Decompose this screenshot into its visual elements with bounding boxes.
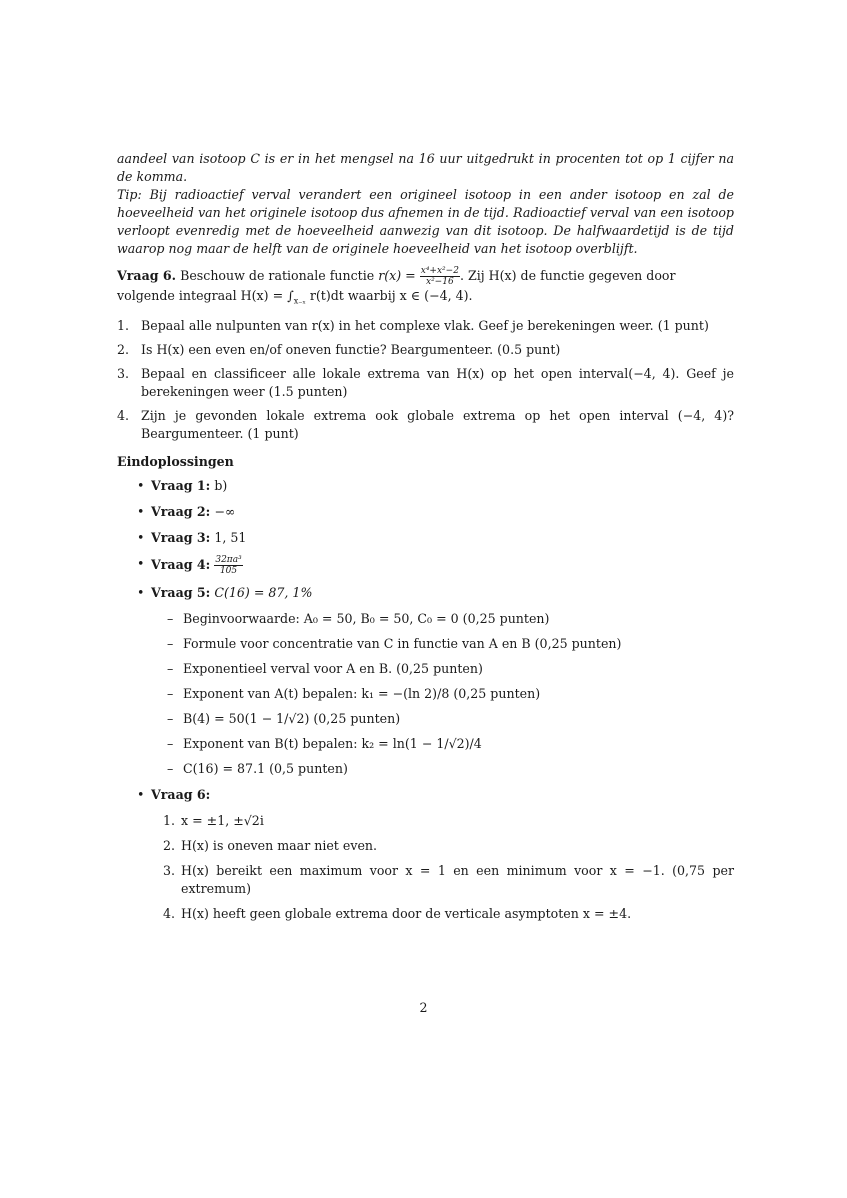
list-item bbox=[151, 685, 734, 703]
solution-label: Vraag 2: bbox=[151, 503, 211, 519]
bullet-icon: • bbox=[137, 477, 145, 493]
list-item bbox=[151, 635, 734, 653]
bullet-icon: • bbox=[137, 584, 145, 600]
fraction-numerator: x⁴+x²−2 bbox=[420, 266, 459, 276]
item-text: Is H(x) een even en/of oneven functie? Beargumenteer. (0.5 punt) bbox=[141, 341, 561, 357]
solution-2 bbox=[117, 503, 734, 521]
solutions-list bbox=[117, 477, 734, 923]
bullet-icon: • bbox=[137, 503, 145, 519]
bullet-icon: • bbox=[137, 786, 145, 802]
page-number: 2 bbox=[419, 1000, 428, 1015]
solution-5-steps bbox=[151, 610, 734, 778]
dash-icon: – bbox=[167, 710, 174, 726]
page-content bbox=[117, 150, 734, 931]
question-6-text-a: Beschouw de rationale functie bbox=[180, 268, 375, 283]
solution-label: Vraag 6: bbox=[151, 786, 211, 802]
item-number: 2. bbox=[163, 837, 176, 853]
step-text: Formule voor concentratie van C in functie van A en B (0,25 punten) bbox=[183, 635, 622, 651]
list-item bbox=[151, 812, 734, 830]
solution-value: C(16) = 87, 1% bbox=[214, 584, 313, 600]
item-number: 1. bbox=[163, 812, 176, 828]
solution-value: −∞ bbox=[214, 503, 236, 519]
intro-line: aandeel van isotoop C is er in het mengsel na 16 uur uitgedrukt in procenten tot op 1 cijfer na de komma. bbox=[117, 151, 734, 184]
item-text: Bepaal alle nulpunten van r(x) in het complexe vlak. Geef je berekeningen weer. (1 punt) bbox=[141, 317, 709, 333]
solution-1 bbox=[117, 477, 734, 495]
list-item bbox=[151, 760, 734, 778]
item-number: 4. bbox=[163, 905, 176, 921]
bullet-icon: • bbox=[137, 529, 145, 545]
item-text: Bepaal en classificeer alle lokale extrema van H(x) op het open interval(−4, 4). Geef je berekeningen weer (1.5 punten) bbox=[141, 365, 734, 399]
item-text: x = ±1, ±√2i bbox=[181, 812, 264, 828]
list-item bbox=[117, 317, 734, 335]
solution-label: Vraag 5: bbox=[151, 584, 211, 600]
solution-5 bbox=[117, 584, 734, 778]
solution-fraction bbox=[214, 555, 242, 576]
solution-label: Vraag 1: bbox=[151, 477, 211, 493]
list-item bbox=[117, 365, 734, 401]
integral-limits: x₋ₓ bbox=[293, 296, 306, 306]
solution-label: Vraag 3: bbox=[151, 529, 211, 545]
section-heading: Eindoplossingen bbox=[117, 453, 234, 469]
step-text: Exponentieel verval voor A en B. (0,25 punten) bbox=[183, 660, 483, 676]
solution-3 bbox=[117, 529, 734, 547]
question-6-text-c: r(t)dt waarbij x ∈ (−4, 4). bbox=[309, 288, 473, 303]
question-6-text-b: . Zij H(x) de functie gegeven door volgende integraal H(x) = ∫ bbox=[117, 268, 676, 303]
item-number: 3. bbox=[163, 862, 176, 878]
item-number: 3. bbox=[117, 365, 130, 381]
step-text: Exponent van B(t) bepalen: k₂ = ln(1 − 1/√2)/4 bbox=[183, 735, 482, 751]
dash-icon: – bbox=[167, 660, 174, 676]
list-item bbox=[151, 710, 734, 728]
dash-icon: – bbox=[167, 735, 174, 751]
fraction-denominator: x²−16 bbox=[426, 277, 454, 287]
function-fraction bbox=[420, 266, 460, 287]
question-6-list bbox=[117, 317, 734, 443]
intro-tip: Tip: Bij radioactief verval verandert een origineel isotoop in een ander isotoop en zal de hoeveelheid van het originele isotoop dus afnemen in de tijd. Radioactief verval van een isotoop verloopt evenredig met de hoeveelheid aanwezig van dit isotoop. De halfwaardetijd is de tijd waarop nog maar de helft van de originele hoeveelheid van het isotoop overblijft. bbox=[117, 187, 734, 256]
intro-paragraph bbox=[117, 150, 734, 258]
list-item bbox=[151, 735, 734, 753]
step-text: Beginvoorwaarde: A₀ = 50, B₀ = 50, C₀ = 0 (0,25 punten) bbox=[183, 610, 550, 626]
list-item bbox=[117, 407, 734, 443]
list-item bbox=[151, 660, 734, 678]
item-text: Zijn je gevonden lokale extrema ook globale extrema op het open interval (−4, 4)? Beargumenteer. (1 punt) bbox=[141, 407, 734, 441]
item-number: 1. bbox=[117, 317, 130, 333]
item-number: 4. bbox=[117, 407, 130, 423]
question-6-label: Vraag 6. bbox=[117, 268, 177, 283]
bullet-icon: • bbox=[137, 555, 145, 571]
list-item bbox=[151, 862, 734, 898]
list-item bbox=[151, 610, 734, 628]
list-item bbox=[151, 837, 734, 855]
function-r: r(x) = bbox=[378, 268, 416, 283]
solution-label: Vraag 4: bbox=[151, 556, 211, 572]
fraction-denominator: 105 bbox=[219, 565, 238, 576]
solution-4 bbox=[117, 555, 734, 576]
fraction-numerator: 32πa³ bbox=[215, 554, 242, 565]
item-text: H(x) is oneven maar niet even. bbox=[181, 837, 378, 853]
step-text: B(4) = 50(1 − 1/√2) (0,25 punten) bbox=[183, 710, 401, 726]
step-text: Exponent van A(t) bepalen: k₁ = −(ln 2)/8 (0,25 punten) bbox=[183, 685, 541, 701]
question-6-statement bbox=[117, 266, 734, 311]
solution-6 bbox=[117, 786, 734, 923]
dash-icon: – bbox=[167, 760, 174, 776]
dash-icon: – bbox=[167, 635, 174, 651]
step-text: C(16) = 87.1 (0,5 punten) bbox=[183, 760, 348, 776]
solution-value: 1, 51 bbox=[214, 529, 247, 545]
item-text: H(x) bereikt een maximum voor x = 1 en een minimum voor x = −1. (0,75 per extremum) bbox=[181, 862, 734, 896]
list-item bbox=[151, 905, 734, 923]
item-number: 2. bbox=[117, 341, 130, 357]
dash-icon: – bbox=[167, 685, 174, 701]
list-item bbox=[117, 341, 734, 359]
solution-6-steps bbox=[151, 812, 734, 923]
dash-icon: – bbox=[167, 610, 174, 626]
solution-value: b) bbox=[214, 477, 228, 493]
item-text: H(x) heeft geen globale extrema door de verticale asymptoten x = ±4. bbox=[181, 905, 632, 921]
